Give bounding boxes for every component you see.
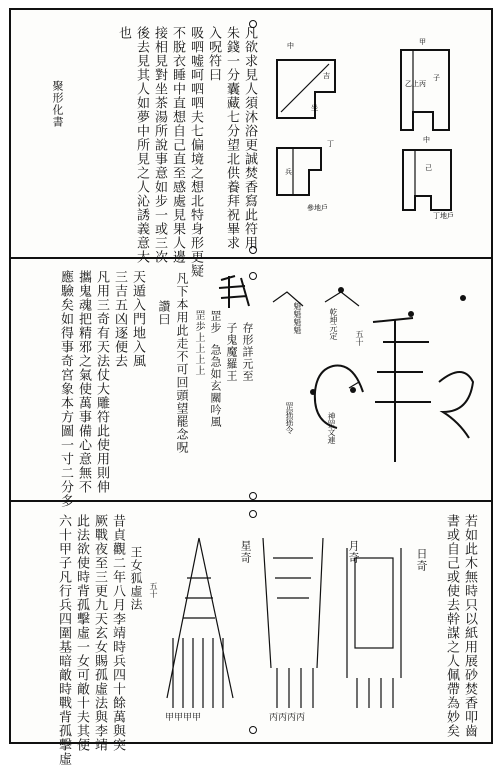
talisman-text: 讚曰: [157, 300, 171, 326]
small-label: 五十: [355, 330, 364, 346]
svg-text:子: 子: [433, 74, 440, 82]
text-column: 若如此木無時只以紙用展砂焚香叩齒: [462, 514, 477, 738]
talisman-text: 子鬼魔羅王: [225, 322, 238, 382]
talisman-text: 罡步: [209, 310, 222, 334]
section-divider: [11, 257, 491, 259]
small-label: 神罡文連: [327, 412, 336, 444]
talisman-glyph: [215, 272, 255, 312]
text-column: 三吉五凶逐便去: [112, 270, 127, 368]
talisman-text: 存形詳元至: [241, 322, 254, 382]
svg-text:中: 中: [423, 136, 430, 144]
text-column: 凡用三奇有天法仗大雕符此使用則伸: [94, 270, 109, 494]
small-label: 罡猺猺令: [285, 402, 294, 434]
text-column: 昔貞觀二年八月李靖時兵四十餘萬與突: [110, 514, 125, 752]
text-column: 厥戰夜至三更九天玄女賜孤虛法與李靖: [92, 514, 107, 752]
text-column: 書或自己或使去幹謀之人佩帶為妙矣: [444, 514, 459, 738]
text-column: 攜鬼魂把精邪之氣使萬事備心意無不: [76, 270, 91, 494]
caption: 聚形化書: [51, 80, 64, 128]
text-column: 不脫衣睡中直想自己直至感處見果人邊: [170, 26, 185, 264]
small-label: 五十: [149, 582, 158, 598]
text-column: 六十甲子凡行兵四圍基暗敵時戰背孤擊虛: [56, 514, 71, 766]
talisman-feet: 甲甲甲甲: [165, 713, 202, 723]
svg-text:丁地戶: 丁地戶: [433, 212, 454, 220]
svg-text:丁: 丁: [327, 140, 334, 148]
scripture-page: [9, 8, 493, 766]
text-column: 凡欲求見人須沐浴更誠焚香寫此符用: [242, 26, 257, 250]
binding-hole: [249, 492, 257, 500]
talisman-label: 月奇: [347, 540, 360, 564]
talisman-drawings: [143, 518, 413, 738]
svg-text:兵: 兵: [285, 168, 292, 176]
svg-text:參地戶: 參地戶: [307, 204, 328, 212]
small-label: 乾坤元定: [329, 308, 338, 340]
svg-text:乙上丙: 乙上丙: [405, 80, 426, 88]
talisman-text: 急急如玄關吟風: [209, 344, 222, 428]
binding-hole: [249, 510, 257, 518]
small-label: 魁魁魁魁: [293, 302, 302, 334]
svg-text:坐: 坐: [311, 104, 318, 112]
text-column: 吸呬嘘呵呬呬夫七偏境之想北特身形更疑: [188, 26, 203, 278]
talisman-feet: 丙丙丙丙: [269, 713, 306, 723]
svg-text:吉: 吉: [323, 72, 330, 80]
talisman-label: 日奇: [415, 548, 428, 572]
text-column: 此法欲使時背孤擊虛一女可敵十夫其便: [74, 514, 89, 752]
text-column: 也: [116, 26, 131, 40]
svg-text:中: 中: [287, 42, 294, 50]
talisman-text: 凡下本用此走不可回頭望罷念呪: [175, 272, 189, 454]
talisman-label: 星奇: [239, 540, 252, 564]
text-column: 朱錢一分囊藏七分望北供養拜祝畢求: [224, 26, 239, 250]
talisman-text: 罡歩上上上上: [193, 310, 204, 376]
text-column: 天遁入門地入風: [130, 270, 145, 368]
text-column: 應驗矣如得事奇宮象本方圖一寸二分多: [58, 270, 73, 508]
room-diagram-right: [263, 20, 483, 250]
text-column: 入呪符曰: [206, 26, 221, 82]
text-column: 接相見對坐茶湯所說事意如步一或三次: [152, 26, 167, 264]
text-column: 後去見其人如夢中所見之人沁誘義意大: [134, 26, 149, 264]
svg-text:甲: 甲: [419, 38, 426, 46]
talisman-figure-right: [263, 262, 483, 492]
svg-text:己: 己: [425, 164, 432, 172]
section-divider: [11, 500, 491, 502]
text-column: 王女狐虛法: [129, 546, 143, 611]
